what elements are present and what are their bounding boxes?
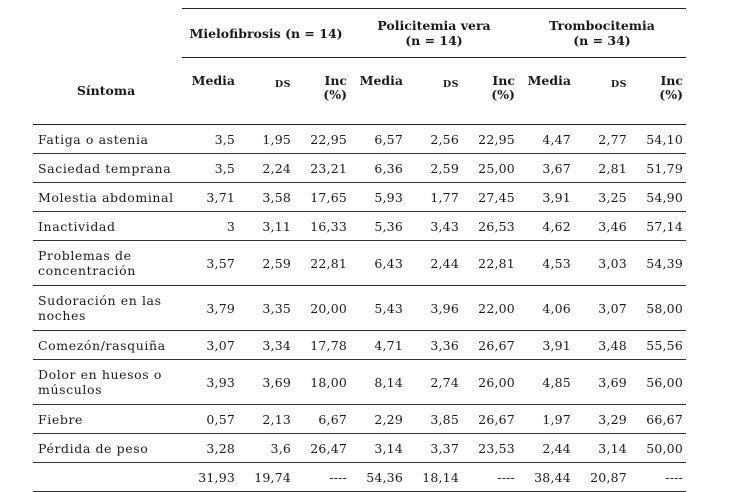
value-cell: 2,56 [406,125,462,154]
value-cell: 3,96 [406,286,462,331]
value-cell: 3,69 [574,360,630,405]
value-cell: 8,14 [350,360,406,405]
value-cell: 3,46 [574,212,630,241]
header-inc: Inc (%) [630,58,686,125]
value-cell: 3,35 [238,286,294,331]
value-cell: 50,00 [630,434,686,463]
value-cell: 3,43 [406,212,462,241]
value-cell: 26,53 [462,212,518,241]
value-cell: 2,13 [238,405,294,434]
group-n: (n = 14) [405,33,463,48]
value-cell: 3,14 [574,434,630,463]
symptom-cell: Saciedad temprana [33,154,182,183]
value-cell: 4,06 [518,286,574,331]
value-cell: 3,91 [518,183,574,212]
header-ds: DS [574,58,630,125]
group-header-policitemia [350,9,518,58]
value-cell: 54,36 [350,463,406,492]
value-cell: 2,59 [238,241,294,286]
value-cell: 26,47 [294,434,350,463]
value-cell: 4,85 [518,360,574,405]
table-row [33,286,686,331]
group-header-row [33,9,686,58]
value-cell: 66,67 [630,405,686,434]
symptom-cell: Pérdida de peso [33,434,182,463]
value-cell: 2,44 [406,241,462,286]
value-cell: 56,00 [630,360,686,405]
value-cell: 2,59 [406,154,462,183]
value-cell: 26,67 [462,405,518,434]
value-cell: 3,93 [182,360,238,405]
group-n: (n = 34) [573,33,631,48]
value-cell: 3,34 [238,331,294,360]
header-inc: Inc (%) [462,58,518,125]
table-row [33,405,686,434]
symptom-cell: Fiebre [33,405,182,434]
value-cell: 26,00 [462,360,518,405]
value-cell: 3,48 [574,331,630,360]
table-row [33,241,686,286]
value-cell: 4,47 [518,125,574,154]
value-cell: 2,74 [406,360,462,405]
value-cell: 2,77 [574,125,630,154]
header-inc: Inc (%) [294,58,350,125]
value-cell: 2,44 [518,434,574,463]
value-cell: 55,56 [630,331,686,360]
value-cell: 3,5 [182,154,238,183]
value-cell: 3,71 [182,183,238,212]
table-row [33,434,686,463]
totals-row [33,463,686,492]
value-cell: 3,69 [238,360,294,405]
value-cell: 3,58 [238,183,294,212]
value-cell: 4,62 [518,212,574,241]
value-cell: 58,00 [630,286,686,331]
value-cell: 23,21 [294,154,350,183]
value-cell: 38,44 [518,463,574,492]
value-cell: 26,67 [462,331,518,360]
value-cell: 2,24 [238,154,294,183]
value-cell: 3,07 [182,331,238,360]
value-cell: 16,33 [294,212,350,241]
value-cell: 51,79 [630,154,686,183]
value-cell: 17,65 [294,183,350,212]
value-cell: 0,57 [182,405,238,434]
value-cell: 18,14 [406,463,462,492]
value-cell: 57,14 [630,212,686,241]
table-row [33,125,686,154]
symptom-cell: Dolor en huesos o músculos [33,360,182,405]
value-cell: 3,6 [238,434,294,463]
value-cell: 6,57 [350,125,406,154]
column-header-row [33,58,686,125]
value-cell: 54,10 [630,125,686,154]
value-cell: 3,57 [182,241,238,286]
header-media: Media [350,58,406,125]
symptom-table [33,8,686,492]
value-cell: 3,36 [406,331,462,360]
header-media: Media [518,58,574,125]
symptom-cell: Inactividad [33,212,182,241]
symptom-cell: Comezón/rasquiña [33,331,182,360]
value-cell: 3,37 [406,434,462,463]
value-cell: 20,00 [294,286,350,331]
value-cell: 2,29 [350,405,406,434]
value-cell: 18,00 [294,360,350,405]
value-cell: 4,53 [518,241,574,286]
value-cell: 54,39 [630,241,686,286]
value-cell: 22,95 [462,125,518,154]
header-ds: DS [238,58,294,125]
value-cell: 3,03 [574,241,630,286]
group-header-mielofibrosis [182,9,350,58]
table-row [33,212,686,241]
value-cell: 3,91 [518,331,574,360]
value-cell: 23,53 [462,434,518,463]
value-cell: 1,95 [238,125,294,154]
value-cell: 2,81 [574,154,630,183]
table-row [33,183,686,212]
group-name: Mielofibrosis (n = 14) [189,25,343,41]
value-cell: 3,79 [182,286,238,331]
value-cell: 25,00 [462,154,518,183]
value-cell: 22,81 [462,241,518,286]
value-cell: 3 [182,212,238,241]
value-cell: 3,25 [574,183,630,212]
group-header-trombocitemia [518,9,686,58]
table-row [33,331,686,360]
value-cell: 22,81 [294,241,350,286]
value-cell: 1,77 [406,183,462,212]
symptom-cell: Molestia abdominal [33,183,182,212]
value-cell: 3,07 [574,286,630,331]
symptom-cell: Problemas de concentración [33,241,182,286]
table-row [33,360,686,405]
value-cell: ---- [630,463,686,492]
value-cell: ---- [294,463,350,492]
value-cell: 22,95 [294,125,350,154]
value-cell: ---- [462,463,518,492]
value-cell: 1,97 [518,405,574,434]
symptom-cell [33,463,182,492]
value-cell: 3,28 [182,434,238,463]
value-cell: 3,67 [518,154,574,183]
value-cell: 3,11 [238,212,294,241]
header-media: Media [182,58,238,125]
value-cell: 5,36 [350,212,406,241]
value-cell: 6,67 [294,405,350,434]
value-cell: 31,93 [182,463,238,492]
value-cell: 3,5 [182,125,238,154]
header-symptom: Síntoma [33,58,182,125]
value-cell: 19,74 [238,463,294,492]
symptom-cell: Fatiga o astenia [33,125,182,154]
header-ds: DS [406,58,462,125]
group-name: Policitemia vera [377,18,491,33]
value-cell: 5,93 [350,183,406,212]
value-cell: 22,00 [462,286,518,331]
value-cell: 3,85 [406,405,462,434]
value-cell: 3,29 [574,405,630,434]
value-cell: 4,71 [350,331,406,360]
value-cell: 3,14 [350,434,406,463]
blank-corner [33,9,182,58]
table-row [33,154,686,183]
symptom-cell: Sudoración en las noches [33,286,182,331]
value-cell: 54,90 [630,183,686,212]
value-cell: 17,78 [294,331,350,360]
value-cell: 27,45 [462,183,518,212]
value-cell: 5,43 [350,286,406,331]
value-cell: 6,43 [350,241,406,286]
group-name: Trombocitemia [549,18,655,33]
value-cell: 20,87 [574,463,630,492]
value-cell: 6,36 [350,154,406,183]
